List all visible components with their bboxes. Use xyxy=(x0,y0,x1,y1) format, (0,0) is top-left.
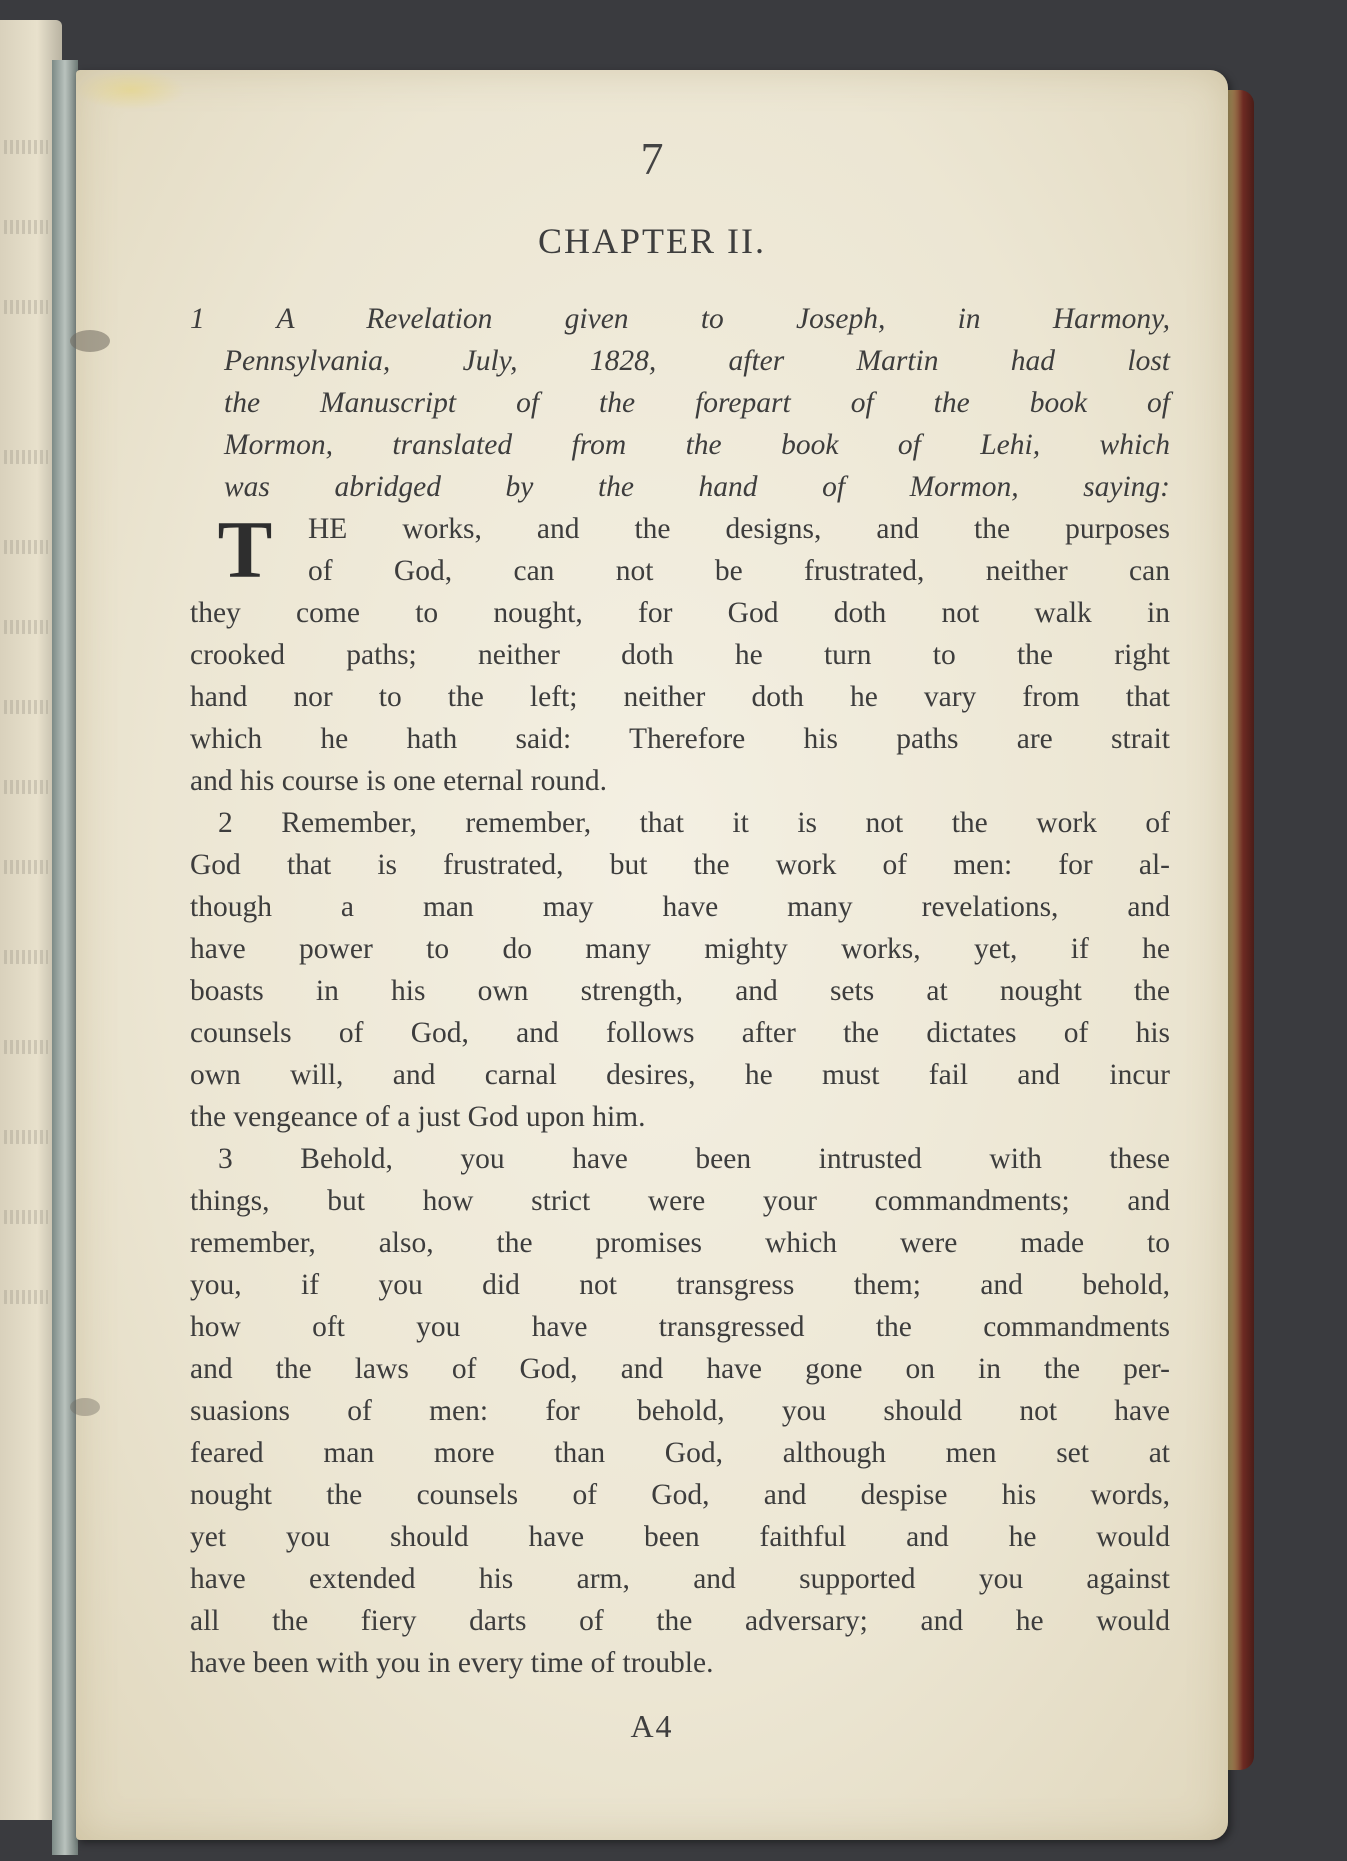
body-line: the vengeance of a just God upon him. xyxy=(190,1101,646,1133)
body-line: of God, can not be frustrated, neither can xyxy=(308,555,1170,587)
bleed-through-mark xyxy=(4,1130,48,1144)
bleed-through-mark xyxy=(4,1040,48,1054)
chapter-title: CHAPTER II. xyxy=(538,221,766,261)
body-line: have extended his arm, and supported you against xyxy=(190,1563,1170,1595)
body-line: which he hath said: Therefore his paths are strait xyxy=(190,723,1170,755)
body-line: hand nor to the left; neither doth he vary from that xyxy=(190,681,1170,713)
body-line: how oft you have transgressed the commandments xyxy=(190,1311,1170,1343)
body-line: nought the counsels of God, and despise his words, xyxy=(190,1479,1170,1511)
page-stain xyxy=(76,70,186,110)
bleed-through-mark xyxy=(4,1210,48,1224)
margin-tab-mark xyxy=(70,330,110,352)
book-page xyxy=(76,70,1228,1840)
heading-line: Pennsylvania, July, 1828, after Martin had lost xyxy=(224,345,1170,377)
body-line: feared man more than God, although men set at xyxy=(190,1437,1170,1469)
bleed-through-mark xyxy=(4,540,48,554)
body-line: all the fiery darts of the adversary; and he would xyxy=(190,1605,1170,1637)
signature-mark: A4 xyxy=(630,1708,674,1744)
bleed-through-mark xyxy=(4,950,48,964)
body-line: yet you should have been faithful and he would xyxy=(190,1521,1170,1553)
bleed-through-mark xyxy=(4,780,48,794)
body-line: HE works, and the designs, and the purposes xyxy=(308,513,1170,545)
heading-line: the Manuscript of the forepart of the book of xyxy=(224,387,1170,419)
body-line: 3 Behold, you have been intrusted with these xyxy=(218,1143,1170,1175)
body-line: you, if you did not transgress them; and behold, xyxy=(190,1269,1170,1301)
bleed-through-mark xyxy=(4,450,48,464)
bleed-through-mark xyxy=(4,140,48,154)
drop-cap-paragraph xyxy=(190,504,1170,595)
book-gutter xyxy=(52,60,78,1855)
heading-line: Mormon, translated from the book of Lehi, which xyxy=(224,429,1170,461)
heading-line: was abridged by the hand of Mormon, saying: xyxy=(224,471,1170,503)
body-line: they come to nought, for God doth not walk in xyxy=(190,597,1170,629)
body-line: and the laws of God, and have gone on in the per- xyxy=(190,1353,1170,1385)
body-line: boasts in his own strength, and sets at nought the xyxy=(190,975,1170,1007)
margin-tab-mark xyxy=(70,1398,100,1416)
body-line: suasions of men: for behold, you should not have xyxy=(190,1395,1170,1427)
bleed-through-mark xyxy=(4,700,48,714)
drop-cap: T xyxy=(217,504,273,595)
body-line: 2 Remember, remember, that it is not the work of xyxy=(218,807,1170,839)
body-line: God that is frustrated, but the work of men: for al- xyxy=(190,849,1170,881)
bleed-through-mark xyxy=(4,620,48,634)
body-line: have been with you in every time of trouble. xyxy=(190,1647,714,1679)
body-line: have power to do many mighty works, yet, if he xyxy=(190,933,1170,965)
body-line: own will, and carnal desires, he must fail and incur xyxy=(190,1059,1170,1091)
page-text xyxy=(190,298,1170,1684)
bleed-through-mark xyxy=(4,860,48,874)
page-number: 7 xyxy=(640,133,664,184)
bleed-through-mark xyxy=(4,1290,48,1304)
body-line: counsels of God, and follows after the dictates of his xyxy=(190,1017,1170,1049)
bleed-through-mark xyxy=(4,220,48,234)
body-line: things, but how strict were your commandments; and xyxy=(190,1185,1170,1217)
body-line: though a man may have many revelations, and xyxy=(190,891,1170,923)
body-line: and his course is one eternal round. xyxy=(190,765,607,797)
bleed-through-mark xyxy=(4,300,48,314)
heading-line: 1 A Revelation given to Joseph, in Harmony, xyxy=(190,303,1170,335)
body-line: crooked paths; neither doth he turn to the right xyxy=(190,639,1170,671)
body-line: remember, also, the promises which were made to xyxy=(190,1227,1170,1259)
